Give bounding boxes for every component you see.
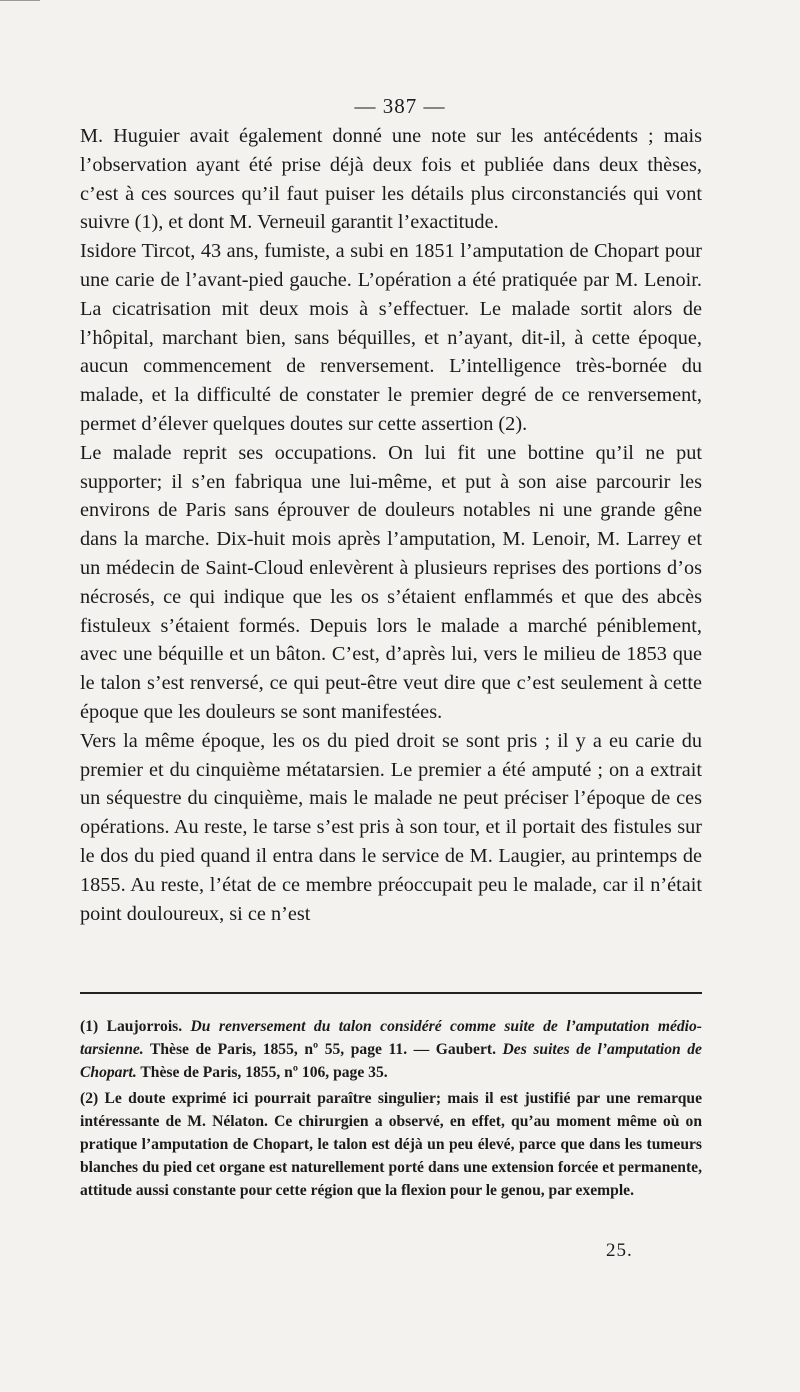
- paragraph: Vers la même époque, les os du pied droit se sont pris ; il y a eu carie du premier et du cinquième métatarsien. Le premier a été amputé ; on a extrait un séquestre du cinquième, mais le malade ne peut préciser l’époque de ces opérations. Au reste, le tarse s’est pris à son tour, et il portait des fistules sur le dos du pied quand il entra dans le service de M. Laugier, au printemps de 1855. Au reste, l’état de ce membre préoccupait peu le malade, car il n’était point douloureux, si ce n’est: [80, 729, 702, 925]
- paragraph: M. Huguier avait également donné une note sur les antécédents ; mais l’observation ayant été prise déjà deux fois et publiée dans deux thèses, c’est à ces sources qu’il faut puiser les détails plus circonstanciés qui vont suivre (1), et dont M. Verneuil garantit l’exactitude.: [80, 125, 702, 234]
- footnote-2: (2) Le doute exprimé ici pourrait paraître singulier; mais il est justifié par une remarque intéressante de M. Nélaton. Ce chirurgien a observé, en effet, qu’au moment même où on pratique l’amputation de Chopart, le talon est déjà un peu élevé, parce que dans les tumeurs blanches du pied cet organe est naturellement porté dans une extension forcée et permanente, attitude aussi constante pour cette région que la flexion pour le genou, par exemple.: [80, 1089, 702, 1200]
- paragraph: Le malade reprit ses occupations. On lui fit une bottine qu’il ne put supporter; il s’en fabriqua une lui-même, et put à son aise parcourir les environs de Paris sans éprouver de douleurs notables ni une grande gêne dans la marche. Dix-huit mois après l’amputation, M. Lenoir, M. Larrey et un médecin de Saint-Cloud enlevèrent à plusieurs reprises des portions d’os nécrosés, ce qui indique que les os s’étaient enflammés et que des abcès fistuleux s’étaient formés. Depuis lors le malade a marché péniblement, avec une béquille et un bâton. C’est, d’après lui, vers le milieu de 1853 que le talon s’est renversé, ce qui peut-être veut dire que c’est seulement à cette époque que les douleurs se sont manifestées.: [80, 441, 702, 723]
- footnote-title: Des suites de l’amputation de Chopart.: [80, 1041, 702, 1082]
- body-text: [80, 122, 702, 928]
- footnote-title: Du renversement du talon considéré comme suite de l’amputation médio-tarsienne.: [80, 1018, 702, 1059]
- corner-mark: [0, 0, 40, 7]
- footnote-author: Laujorrois.: [106, 1018, 191, 1035]
- paragraph: Isidore Tircot, 43 ans, fumiste, a subi en 1851 l’amputation de Chopart pour une carie de l’avant-pied gauche. L’opération a été pratiquée par M. Lenoir. La cicatrisation mit deux mois à s’effectuer. Le malade sortit alors de l’hôpital, marchant bien, sans béquilles, et n’ayant, dit-il, à cette époque, aucun commencement de renversement. L’intelligence très-bornée du malade, et la difficulté de constater le premier degré de ce renversement, permet d’élever quelques doutes sur cette assertion (2).: [80, 240, 702, 435]
- footnote-marker: (1): [80, 1018, 107, 1035]
- footnote-1: [80, 1015, 702, 1085]
- footnote-divider: [80, 992, 702, 994]
- footnotes: [80, 1015, 702, 1205]
- signature-mark: 25.: [606, 1240, 633, 1261]
- footnote-author: Gaubert.: [435, 1041, 503, 1059]
- footnote-reference: Thèse de Paris, 1855, nº 55, page 11. —: [143, 1041, 436, 1059]
- page-number: — 387 —: [354, 94, 446, 118]
- footnote-reference: Thèse de Paris, 1855, nº 106, page 35.: [136, 1064, 388, 1082]
